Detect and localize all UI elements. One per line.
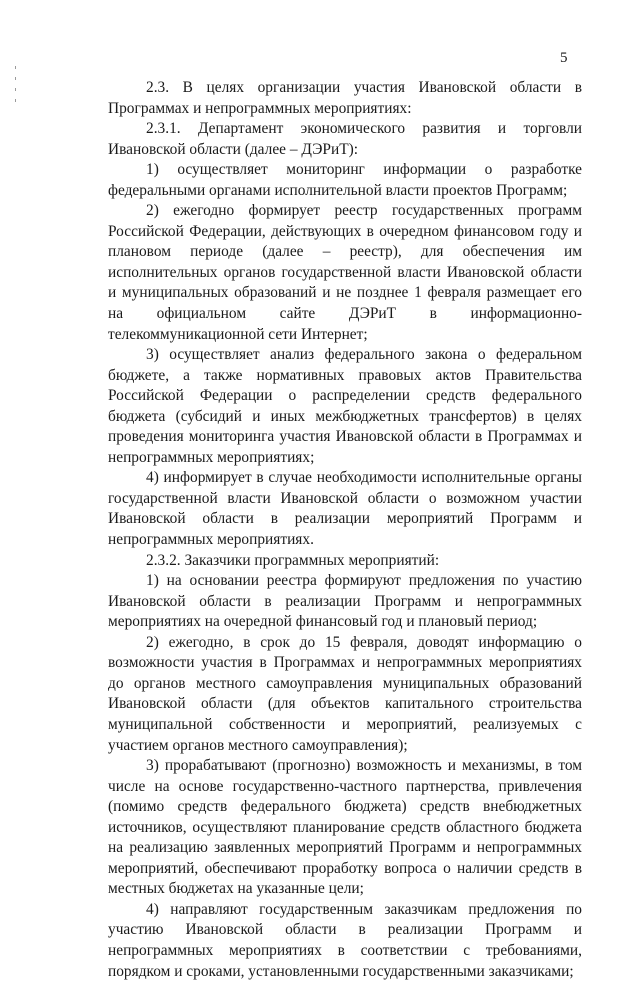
customers-item-1: 1) на основании реестра формируют предложения по участию Ивановской области в реализации Программ и непрограммных мероприятиях на очередной финансовый год и плановый период; [108, 572, 582, 631]
customers-item-4: 4) направляют государственным заказчикам предложения по участию Ивановской области в реализации Программ и непрограммных мероприятиях в соответствии с требованиями, порядком и сроками, установленными государственными заказчиками; [108, 900, 582, 980]
derit-item-2: 2) ежегодно формирует реестр государственных программ Российской Федерации, действующих в очередном финансовом году и плановом периоде (далее – реестр), для обеспечения им исполнительных органов государственной власти Ивановской области и муниципальных образований и не позднее 1 февраля размещает его на официальном сайте ДЭРиТ в информационно-телекоммуникационной сети Интернет; [108, 202, 582, 343]
document-body [108, 78, 582, 982]
derit-item-4: 4) информирует в случае необходимости исполнительные органы государственной власти Ивановской области о возможном участии Ивановской области в реализации мероприятий Программ и непрограммных мероприятиях. [108, 469, 582, 549]
section-2-3-2-heading: 2.3.2. Заказчики программных мероприятий: [146, 551, 440, 569]
binding-mark [15, 77, 16, 80]
binding-mark [15, 88, 16, 91]
customers-item-3: 3) прорабатывают (прогнозно) возможность и механизмы, в том числе на основе государственно-частного партнерства, привлечения (помимо средств федерального бюджета) средств внебюджетных источников, осуществляют планирование средств областного бюджета на реализацию заявленных мероприятий Программ и непрограммных мероприятий, обеспечивают проработку вопроса о наличии средств в местных бюджетах на указанные цели; [108, 757, 582, 898]
customers-item-2: 2) ежегодно, в срок до 15 февраля, доводят информацию о возможности участия в Программах и непрограммных мероприятиях до органов местного самоуправления муниципальных образований Ивановской области (для объектов капитального строительства муниципальной собственности и мероприятий, реализуемых с участием органов местного самоуправления); [108, 633, 582, 754]
binding-mark [15, 66, 16, 69]
section-2-3-1-heading: 2.3.1. Департамент экономического развития и торговли Ивановской области (далее – ДЭРиТ): [108, 120, 582, 158]
derit-item-3: 3) осуществляет анализ федерального закона о федеральном бюджете, а также нормативных правовых актов Правительства Российской Федерации о распределении средств федерального бюджета (субсидий и иных межбюджетных трансфертов) в целях проведения мониторинга участия Ивановской области в Программах и непрограммных мероприятиях; [108, 346, 582, 466]
derit-item-1: 1) осуществляет мониторинг информации о разработке федеральными органами исполнительной власти проектов Программ; [108, 161, 582, 199]
section-2-3-heading: 2.3. В целях организации участия Ивановской области в Программах и непрограммных мероприятиях: [108, 79, 582, 117]
binding-mark [15, 99, 16, 102]
binding-marks [14, 66, 18, 116]
page-number: 5 [560, 50, 568, 66]
